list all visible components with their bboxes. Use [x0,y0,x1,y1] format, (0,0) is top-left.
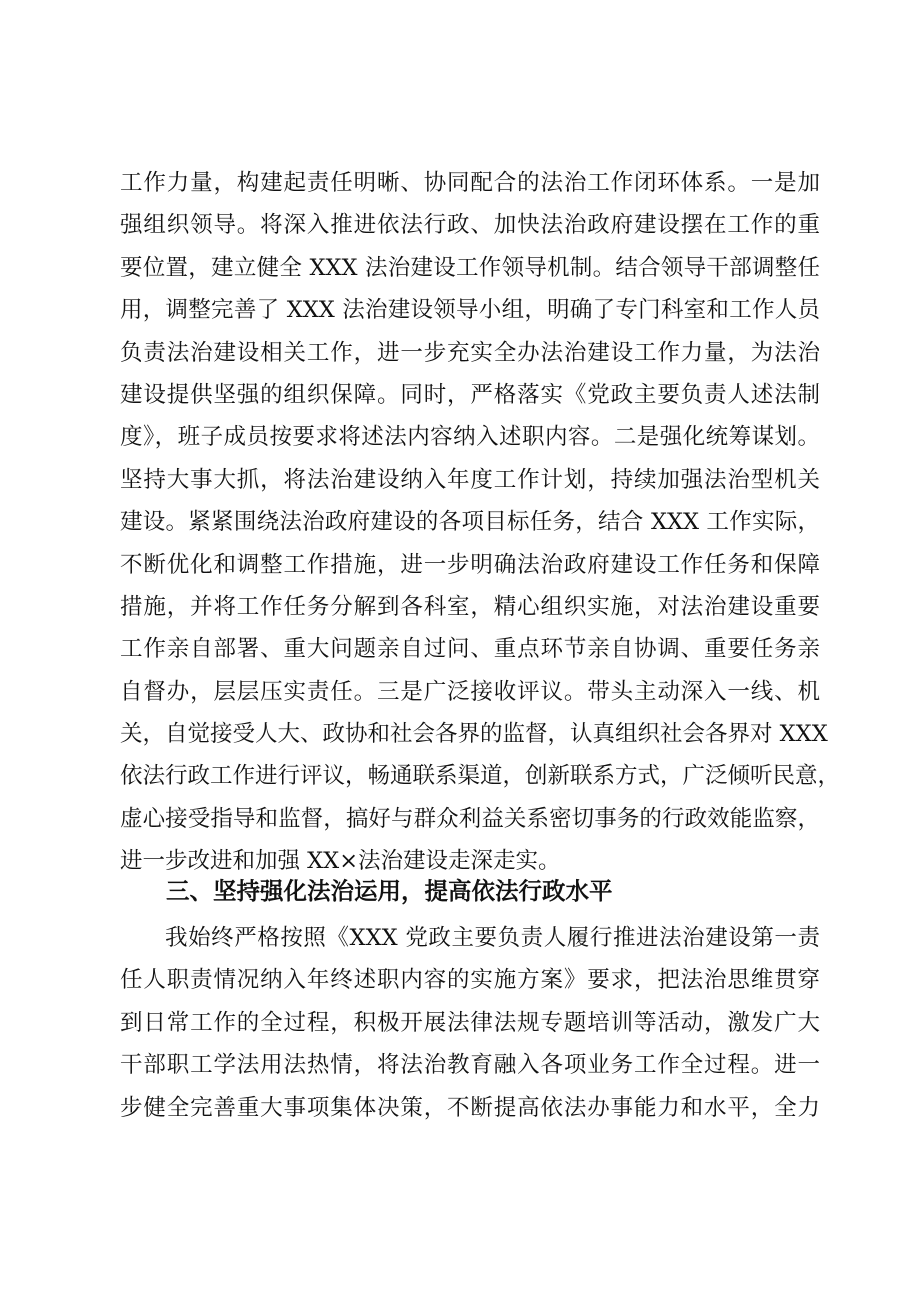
paragraph-2-line: 任人职责情况纳入年终述职内容的实施方案》要求，把法治思维贯穿 [120,967,820,994]
paragraph-1-line: 关，自觉接受人大、政协和社会各界的监督，认真组织社会各界对 XXX [120,721,828,748]
paragraph-1-line: 度》，班子成员按要求将述法内容纳入述职内容。二是强化统筹谋划。 [120,424,820,451]
paragraph-1-line: 措施，并将工作任务分解到各科室，精心组织实施，对法治建设重要 [120,593,820,620]
section-heading: 三、坚持强化法治运用，提高依法行政水平 [166,877,613,905]
paragraph-2 [120,917,820,1129]
paragraph-1-line: 虚心接受指导和监督，搞好与群众利益关系密切事务的行政效能监察， [120,805,820,832]
paragraph-1-line: 不断优化和调整工作措施，进一步明确法治政府建设工作任务和保障 [120,551,820,578]
paragraph-1-line: 要位置，建立健全 XXX 法治建设工作领导机制。结合领导干部调整任 [120,254,820,281]
paragraph-2-line: 干部职工学法用法热情，将法治教育融入各项业务工作全过程。进一 [120,1052,820,1079]
paragraph-1-line: 建设提供坚强的组织保障。同时，严格落实《党政主要负责人述法制 [120,381,820,408]
paragraph-1 [120,162,841,883]
paragraph-1-line: 工作力量，构建起责任明晰、协同配合的法治工作闭环体系。一是加 [120,170,820,196]
paragraph-1-line: 依法行政工作进行评议，畅通联系渠道，创新联系方式，广泛倾听民意， [120,763,841,790]
paragraph-1-line: 用，调整完善了 XXX 法治建设领导小组，明确了专门科室和工作人员 [120,297,820,324]
paragraph-1-line: 进一步改进和加强 XX×法治建设走深走实。 [120,848,561,875]
paragraph-2-line: 步健全完善重大事项集体决策，不断提高依法办事能力和水平，全力 [120,1094,820,1121]
paragraph-1-line: 自督办，层层压实责任。三是广泛接收评议。带头主动深入一线、机 [120,678,820,705]
paragraph-1-line: 坚持大事大抓，将法治建设纳入年度工作计划，持续加强法治型机关 [120,466,820,493]
paragraph-2-line: 到日常工作的全过程，积极开展法律法规专题培训等活动，激发广大 [120,1009,820,1036]
paragraph-1-line: 强组织领导。将深入推进依法行政、加快法治政府建设摆在工作的重 [120,212,820,239]
paragraph-2-line: 我始终严格按照《XXX 党政主要负责人履行推进法治建设第一责 [165,925,820,951]
paragraph-1-line: 工作亲自部署、重大问题亲自过问、重点环节亲自协调、重要任务亲 [120,636,820,663]
paragraph-1-line: 建设。紧紧围绕法治政府建设的各项目标任务，结合 XXX 工作实际， [120,509,820,536]
paragraph-1-line: 负责法治建设相关工作，进一步充实全办法治建设工作力量，为法治 [120,339,820,366]
